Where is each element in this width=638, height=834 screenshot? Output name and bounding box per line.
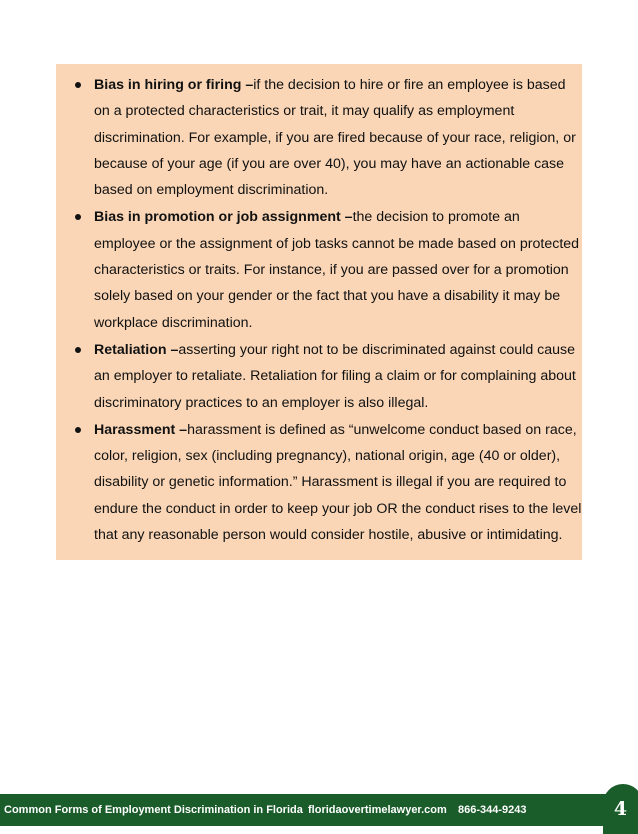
bullet-text: the decision to promote an employee or the assignment of job tasks cannot be made based on protected characteristics or traits. For instance, if you are passed over for a promotion solely based on your gender or the fact that you have a disability it may be workplace discrimination. xyxy=(94,209,580,331)
list-item-hiring-firing xyxy=(56,72,582,203)
bullet-dot-icon xyxy=(75,214,81,220)
discrimination-types-list xyxy=(56,72,582,549)
bullet-term: Harassment – xyxy=(94,421,188,438)
list-item-harassment xyxy=(56,417,582,548)
page-number: 4 xyxy=(613,798,628,820)
bullet-dot-icon xyxy=(75,82,81,88)
bullet-dot-icon xyxy=(75,347,81,353)
list-item-promotion-assignment xyxy=(56,204,582,335)
footer-website: floridaovertimelawyer.com xyxy=(308,804,447,816)
bullet-text: asserting your right not to be discriminated against could cause an employer to retaliate. Retaliation for filing a claim or for complaining about discriminatory practices to an employer is also illegal. xyxy=(94,341,576,411)
footer-document-title: Common Forms of Employment Discrimination in Florida xyxy=(4,804,303,816)
bullet-term: Bias in hiring or firing – xyxy=(94,77,254,93)
bullet-term: Bias in promotion or job assignment – xyxy=(94,209,353,226)
list-item-retaliation xyxy=(56,337,582,416)
footer-bar xyxy=(0,794,638,826)
bullet-text: harassment is defined as “unwelcome conduct based on race, color, religion, sex (including pregnancy), national origin, age (40 or older), disability or genetic information.” Harassment is illegal if you are required to endure the conduct in order to keep your job OR the conduct rises to the level that any reasonable person would consider hostile, abusive or intimidating. xyxy=(94,421,582,544)
callout-box xyxy=(56,64,582,560)
bullet-text: if the decision to hire or fire an employee is based on a protected characteristics or trait, it may qualify as employment discrimination. For example, if you are fired because of your race, religion, or because of your age (if you are over 40), you may have an actionable case based on employment discrimination. xyxy=(94,77,576,199)
footer-phone: 866-344-9243 xyxy=(458,804,527,816)
bullet-dot-icon xyxy=(75,427,81,433)
bullet-term: Retaliation – xyxy=(94,341,179,358)
